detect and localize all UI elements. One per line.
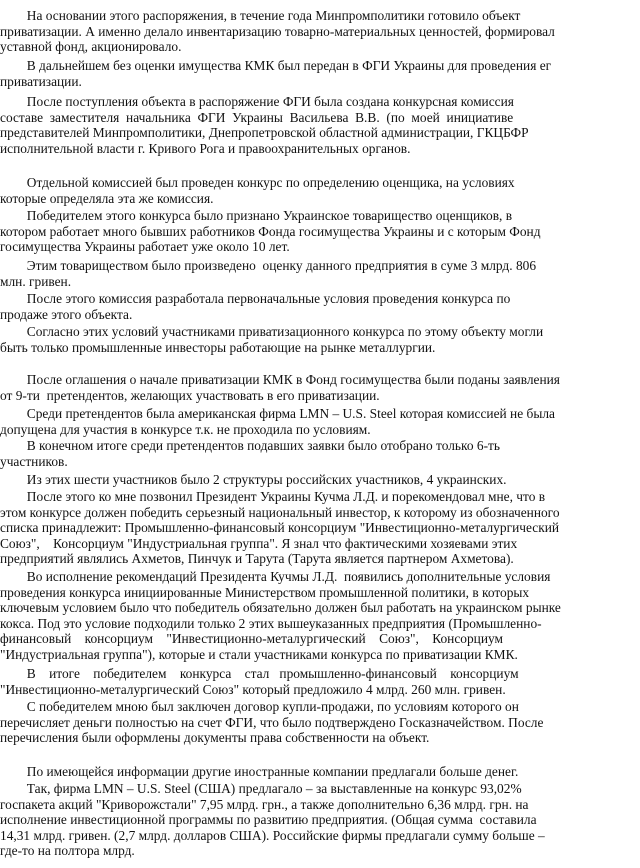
paragraph-13 bbox=[0, 489, 640, 567]
text-line: 14,31 млрд. гривен. (2,7 млрд. долларов США). Российские фирмы предлагали сумму больше – bbox=[0, 827, 545, 843]
text-line: уставной фонд, акционировало. bbox=[0, 39, 182, 55]
text-line: "Инвестиционно-металургический Союз" который предложило 4 млрд. 260 млн. гривен. bbox=[0, 681, 506, 697]
text-line: млн. гривен. bbox=[0, 273, 72, 289]
paragraph-17 bbox=[0, 764, 640, 780]
text-line: от 9-ти претендентов, желающих участвовать в его приватизации. bbox=[0, 387, 380, 403]
text-line: допущена для участия в конкурсе т.к. не проходила по условиям. bbox=[0, 421, 371, 437]
text-line: После оглашения о начале приватизации КМК в Фонд госимущества были поданы заявления bbox=[0, 372, 560, 387]
text-line: В итоге победителем конкурса стал промышленно-финансовый консорциум bbox=[0, 666, 519, 681]
paragraph-10 bbox=[0, 406, 640, 437]
text-line: Отдельной комиссией был проведен конкурс по определению оценщика, на условиях bbox=[0, 175, 515, 190]
paragraph-3 bbox=[0, 94, 640, 156]
text-line: Союз", Консорциум "Индустриальная группа". Я знал что фактическими хозяевами этих bbox=[0, 535, 518, 551]
text-line: представителей Минпромполитики, Днепропетровской областной администрации, ГКЦБФР bbox=[0, 125, 529, 141]
text-line: В конечном итоге среди претендентов подавших заявки было отобрано только 6-ть bbox=[0, 438, 500, 453]
text-line: Этим товариществом было произведено оценку данного предприятия в суме 3 млрд. 806 bbox=[0, 258, 537, 273]
text-line: кокса. Под это условие подходили только 2 этих вышеуказанных предприятия (Промышленно- bbox=[0, 615, 542, 631]
text-line: быть только промышленные инвесторы работающие на рынке металлургии. bbox=[0, 339, 436, 355]
text-line: По имеющейся информации другие иностранные компании предлагали больше денег. bbox=[0, 764, 519, 779]
text-line: госпакета акций "Криворожстали" 7,95 млрд. грн., а также дополнительно 6,36 млрд. грн. на bbox=[0, 796, 529, 812]
paragraph-8 bbox=[0, 324, 640, 355]
paragraph-12 bbox=[0, 472, 640, 488]
text-line: участников. bbox=[0, 453, 68, 469]
text-line: перечисления были оформлены документы права собственности на объект. bbox=[0, 730, 430, 746]
text-line: "Индустриальная группа"), которые и стали участниками конкурса по приватизации КМК. bbox=[0, 646, 518, 662]
text-line: проведения конкурса инициированные Министерством промышленной политики, в которых bbox=[0, 584, 530, 600]
text-line: ключевым условием было что победитель обязательно должен был работать на украинском рынке bbox=[0, 600, 561, 616]
paragraph-1 bbox=[0, 8, 640, 55]
text-line: В дальнейшем без оценки имущества КМК был передан в ФГИ Украины для проведения ег bbox=[0, 58, 552, 73]
paragraph-18 bbox=[0, 781, 640, 859]
paragraph-15 bbox=[0, 666, 640, 697]
paragraph-9 bbox=[0, 372, 640, 403]
text-line: Победителем этого конкурса было признано Украинское товарищество оценщиков, в bbox=[0, 208, 513, 223]
text-line: приватизации. А именно делало инвентаризацию товарно-материальных ценностей, формировал bbox=[0, 23, 555, 39]
text-line: С победителем мною был заключен договор купли-продажи, по условиям которого он bbox=[0, 699, 519, 714]
text-line: списка принадлежит: Промышленно-финансовый консорциум "Инвестиционно-металургический bbox=[0, 520, 560, 536]
text-line: Среди претендентов была американская фирма LMN – U.S. Steel которая комиссией не была bbox=[0, 406, 555, 421]
text-line: После этого ко мне позвонил Президент Украины Кучма Л.Д. и порекомендовал мне, что в bbox=[0, 489, 546, 504]
text-line: После этого комиссия разработала первоначальные условия проведения конкурса по bbox=[0, 291, 511, 306]
text-line: Так, фирма LMN – U.S. Steel (США) предлагало – за выставленные на конкурс 93,02% bbox=[0, 781, 522, 796]
paragraph-6 bbox=[0, 258, 640, 289]
text-line: Во исполнение рекомендаций Президента Кучмы Л.Д. появились дополнительные условия bbox=[0, 569, 551, 584]
text-line: где-то на полтора млрд. bbox=[0, 843, 135, 859]
text-line: котором работает много бывших работников Фонда госимущества Украины и с которым Фонд bbox=[0, 223, 541, 239]
text-line: Согласно этих условий участниками приватизационного конкурса по этому объекту могли bbox=[0, 324, 544, 339]
text-line: предприятий являлись Ахметов, Пинчук и Тарута (Тарута является партнером Ахметова). bbox=[0, 551, 514, 567]
paragraph-14 bbox=[0, 569, 640, 663]
paragraph-5 bbox=[0, 208, 640, 255]
text-line: составе заместителя начальника ФГИ Украины Васильева В.В. (по моей инициативе bbox=[0, 109, 514, 125]
text-line: перечисляет деньги полностью на счет ФГИ, что было подтверждено Госказначейством. После bbox=[0, 714, 544, 730]
paragraph-2 bbox=[0, 58, 640, 89]
paragraph-11 bbox=[0, 438, 640, 469]
text-line: приватизации. bbox=[0, 73, 82, 89]
text-line: продаже этого объекта. bbox=[0, 306, 133, 322]
text-line: финансовый консорциум "Инвестиционно-металургический Союз", Консорциум bbox=[0, 631, 503, 647]
text-line: этом конкурсе должен победить серьезный национальный инвестор, к которому из обозначенного bbox=[0, 504, 560, 520]
paragraph-7 bbox=[0, 291, 640, 322]
text-line: На основании этого распоряжения, в течение года Минпромполитики готовило объект bbox=[0, 8, 521, 23]
paragraph-4 bbox=[0, 175, 640, 206]
text-line: Из этих шести участников было 2 структуры российских участников, 4 украинских. bbox=[0, 472, 507, 487]
paragraph-16 bbox=[0, 699, 640, 746]
text-line: исполнительной власти г. Кривого Рога и правоохранительных органов. bbox=[0, 140, 411, 156]
text-line: исполнение инвестиционной программы по развитию предприятия. (Общая сумма составила bbox=[0, 812, 537, 828]
text-line: которые определяла эта же комиссия. bbox=[0, 190, 214, 206]
text-line: госимущества Украины работает уже около 10 лет. bbox=[0, 239, 290, 255]
text-line: После поступления объекта в распоряжение ФГИ была создана конкурсная комиссия bbox=[0, 94, 514, 109]
